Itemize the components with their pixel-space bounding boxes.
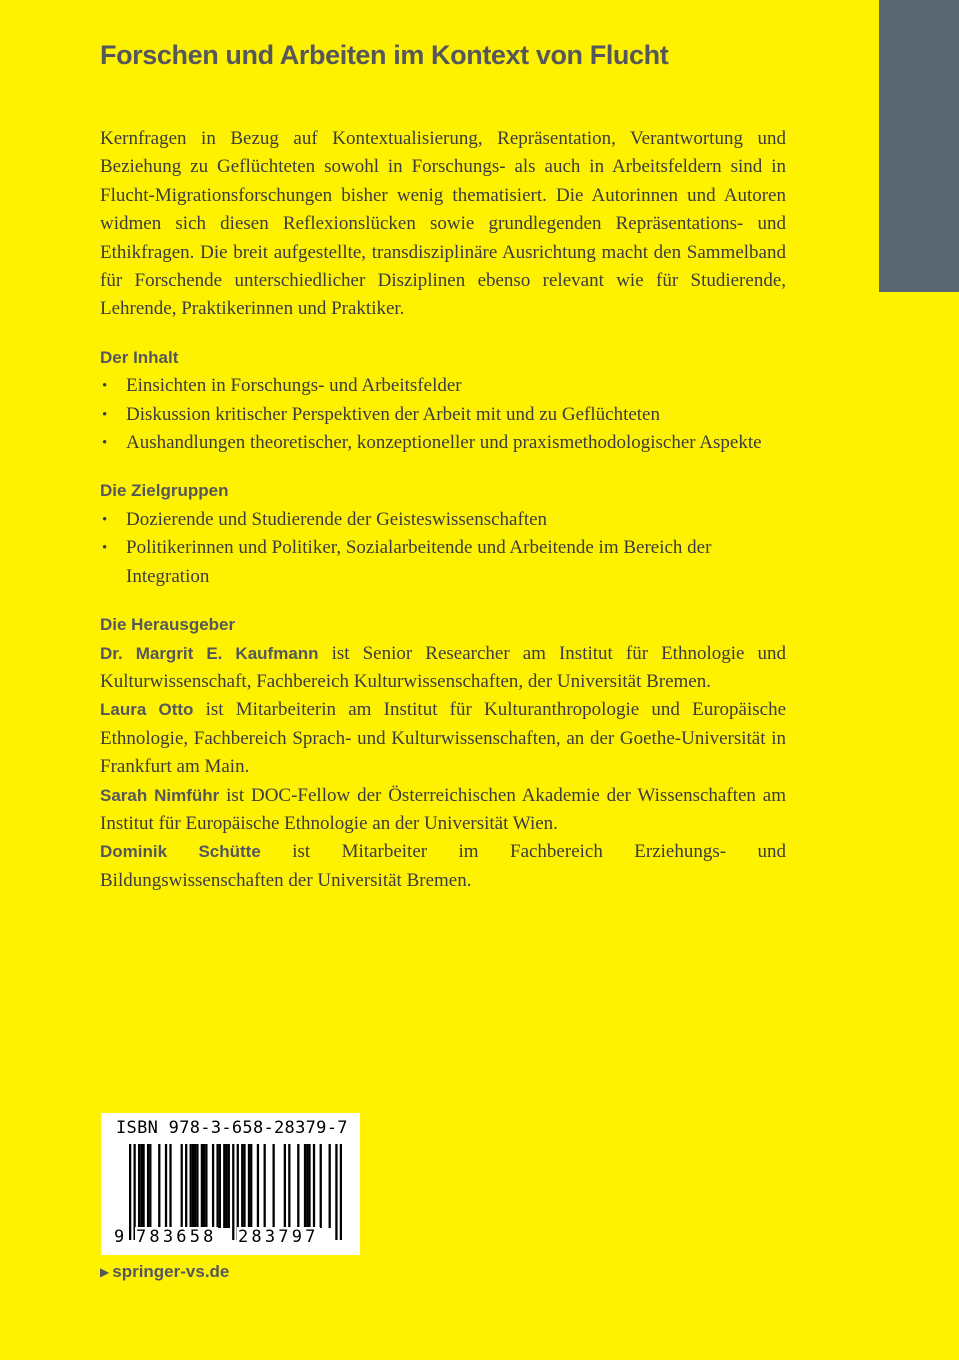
barcode-bar [181,1144,183,1228]
editors-heading: Die Herausgeber [100,615,236,635]
barcode-bar [225,1144,227,1228]
barcode-bar [223,1144,225,1228]
barcode-bar [133,1144,135,1240]
barcode-bar [329,1144,331,1228]
barcode-bar [165,1144,167,1228]
website-link[interactable] [100,1262,229,1282]
editor-bio: ist Senior Researcher am Institut für Ethnologie und Kulturwissenschaft, Fachbereich Kulturwissenschaften, der Universität Bremen. [100,642,787,692]
barcode-bar [248,1144,250,1228]
barcode-bar [140,1144,142,1228]
barcode-bar [203,1144,205,1228]
intro-paragraph: Kernfragen in Bezug auf Kontextualisierung, Repräsentation, Verantwortung und Beziehung zu Geflüchteten sowohl in Forschungs- als auch in Arbeitsfeldern sind in Flucht-Migrationsforschungen bisher wenig thematisiert. Die Autorinnen und Autoren widmen sich diesen Reflexionslücken sowie grundlegenden Repräsentations- und Ethikfragen. Die breit aufgestellte, transdisziplinäre Ausrichtung macht den Sammelband für Forschende unterschiedlicher Disziplinen ebenso relevant wie für Studierende, Lehrende, Praktikerinnen und Praktiker. [100,128,786,320]
barcode-bar [272,1144,274,1228]
barcode-bar [241,1144,243,1228]
barcode-bar [142,1144,144,1228]
barcode-bar [288,1144,290,1228]
barcode-bar [149,1144,151,1228]
barcode-bar [185,1144,187,1228]
barcode-bar [201,1144,203,1228]
editor-bio: ist DOC-Fellow der Österreichischen Akademie der Wissenschaften am Institut für Europäische Ethnologie an der Universität Wien. [100,784,786,834]
barcode-bar [158,1144,160,1228]
barcode-bar [250,1144,252,1228]
back-cover-text [100,125,786,895]
barcode-bar [129,1144,131,1240]
ean-right-group: 283797 [238,1227,319,1247]
barcode-bar [335,1144,337,1240]
barcode-bar [320,1144,322,1228]
barcode-bar [340,1144,342,1240]
ean-first-digit: 9 [114,1227,125,1247]
list-item: • Diskussion kritischer Perspektiven der Arbeit mit und zu Geflüchteten [100,401,786,429]
content-heading: Der Inhalt [100,347,179,367]
barcode-bar [138,1144,140,1228]
isbn-label: ISBN 978-3-658-28379-7 [116,1118,348,1138]
barcode-bar [194,1144,196,1228]
barcode-bar [169,1144,171,1228]
editor-bio: ist Mitarbeiterin am Institut für Kulturanthropologie und Europäische Ethnologie, Fachbereich Sprach- und Kulturwissenschaften, an der Goethe-Universität in Frankfurt am Main. [100,699,786,778]
page-title: Forschen und Arbeiten im Kontext von Flucht [100,40,669,70]
audience-heading: Die Zielgruppen [100,481,229,501]
editors-section [100,611,786,895]
editor-name: Dr. Margrit E. Kaufmann [100,643,319,663]
content-section [100,344,786,458]
barcode-bar [216,1144,218,1228]
barcode-bar [243,1144,245,1228]
list-item: • Dozierende und Studierende der Geisteswissenschaften [100,506,786,534]
barcode-bar [196,1144,198,1228]
barcode-bar [190,1144,192,1228]
barcode-bar [304,1144,306,1228]
editor-entry [100,838,786,895]
list-item: • Einsichten in Forschungs- und Arbeitsfelder [100,372,786,400]
ean-left-group: 783658 [136,1227,217,1247]
editor-bio: ist Mitarbeiter im Fachbereich Erziehungs- und Bildungswissenschaften der Universität Bremen. [100,841,786,891]
list-item: • Politikerinnen und Politiker, Sozialarbeitende und Arbeitende im Bereich der Integration [100,534,786,591]
barcode-bar [313,1144,315,1228]
barcode-bar [237,1144,239,1240]
barcode-bar [228,1144,230,1228]
barcode-bar [147,1144,149,1228]
editor-name: Sarah Nimführ [100,785,220,805]
content-list [100,372,786,457]
editor-entry [100,640,786,697]
arrow-right-icon: ▶ [100,1265,110,1279]
isbn-barcode [101,1113,360,1255]
barcode-bar [257,1144,259,1228]
editor-name: Laura Otto [100,700,194,720]
barcode-bar [205,1144,207,1228]
barcode-bar [232,1144,234,1240]
editor-entry [100,696,786,781]
barcode-bar [284,1144,286,1228]
barcode-bar [192,1144,194,1228]
editor-entry [100,782,786,839]
website-text: springer-vs.de [112,1262,230,1281]
barcode-bar [308,1144,310,1228]
list-item: • Aushandlungen theoretischer, konzeptioneller und praxismethodologischer Aspekte [100,429,786,457]
barcode-bar [264,1144,266,1228]
audience-section [100,477,786,591]
editor-name: Dominik Schütte [100,842,261,862]
barcode-bar [219,1144,221,1228]
barcode-bar [306,1144,308,1228]
audience-list [100,506,786,591]
side-color-bar [879,0,959,292]
barcode-bars [129,1144,342,1240]
barcode-bar [212,1144,214,1228]
barcode-bar [297,1144,299,1228]
